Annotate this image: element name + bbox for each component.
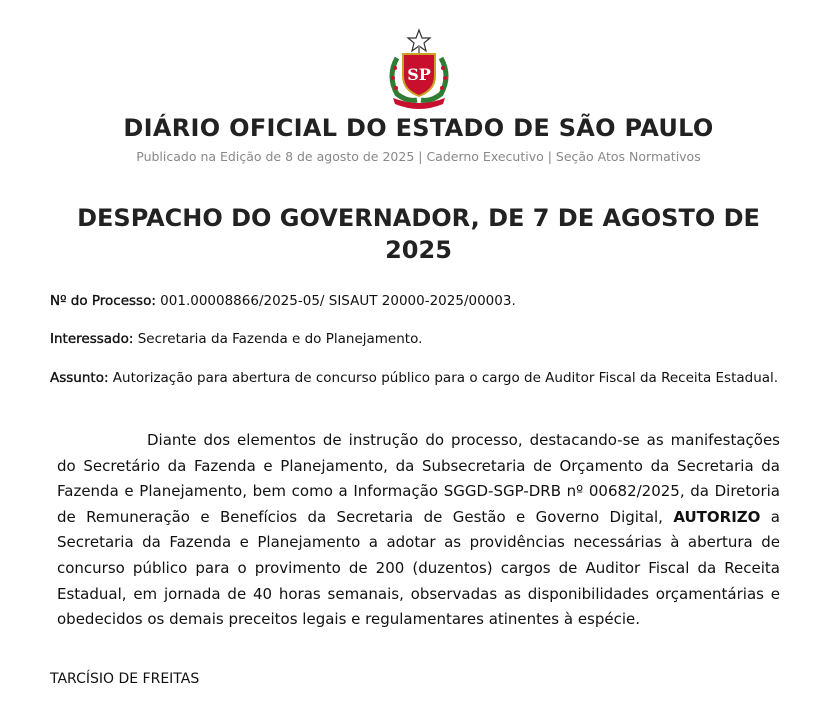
subject-label: Assunto:: [50, 370, 109, 386]
process-number-label: Nº do Processo:: [50, 293, 156, 309]
decision-text-after: a Secretaria da Fazenda e Planejamento a adotar as providências necessárias à abertura de concurso público para o provimento de 200 (duzentos) cargos de Auditor Fiscal da Receita Estadual, em jornada de 40 horas semanais, observadas as disponibilidades orçamentárias e obedecidos os demais preceitos legais e regulamentares atinentes à espécie.: [57, 507, 780, 629]
sao-paulo-coat-of-arms-icon: [383, 28, 455, 110]
journal-title: DIÁRIO OFICIAL DO ESTADO DE SÃO PAULO: [123, 114, 714, 142]
process-number-value: 001.00008866/2025-05/ SISAUT 20000-2025/00003.: [155, 293, 516, 309]
act-title: DESPACHO DO GOVERNADOR, DE 7 DE AGOSTO DE 2025: [77, 204, 760, 264]
process-number-row: [50, 292, 790, 311]
signature-name: TARCÍSIO DE FREITAS: [50, 671, 200, 687]
interested-party-row: [50, 330, 790, 349]
decision-text-before: Diante dos elementos de instrução do processo, destacando-se as manifestações do Secretário da Fazenda e Planejamento, da Subsecretaria de Orçamento da Secretaria da Fazenda e Planejamento, bem como a Informação SGGD-SGP-DRB nº 00682/2025, da Diretoria de Remuneração e Benefícios da Secretaria de Gestão e Governo Digital,: [57, 431, 780, 526]
subject-value: Autorização para abertura de concurso público para o cargo de Auditor Fiscal da Receita Estadual.: [108, 370, 779, 386]
interested-party-label: Interessado:: [50, 331, 134, 347]
decision-emphasis: AUTORIZO: [673, 507, 761, 526]
interested-party-value: Secretaria da Fazenda e do Planejamento.: [133, 331, 423, 347]
decision-paragraph: [57, 428, 780, 633]
publication-info: Publicado na Edição de 8 de agosto de 2025 | Caderno Executivo | Seção Atos Normativos: [136, 149, 701, 164]
emblem-text: SP: [407, 65, 431, 84]
subject-row: [50, 369, 790, 388]
